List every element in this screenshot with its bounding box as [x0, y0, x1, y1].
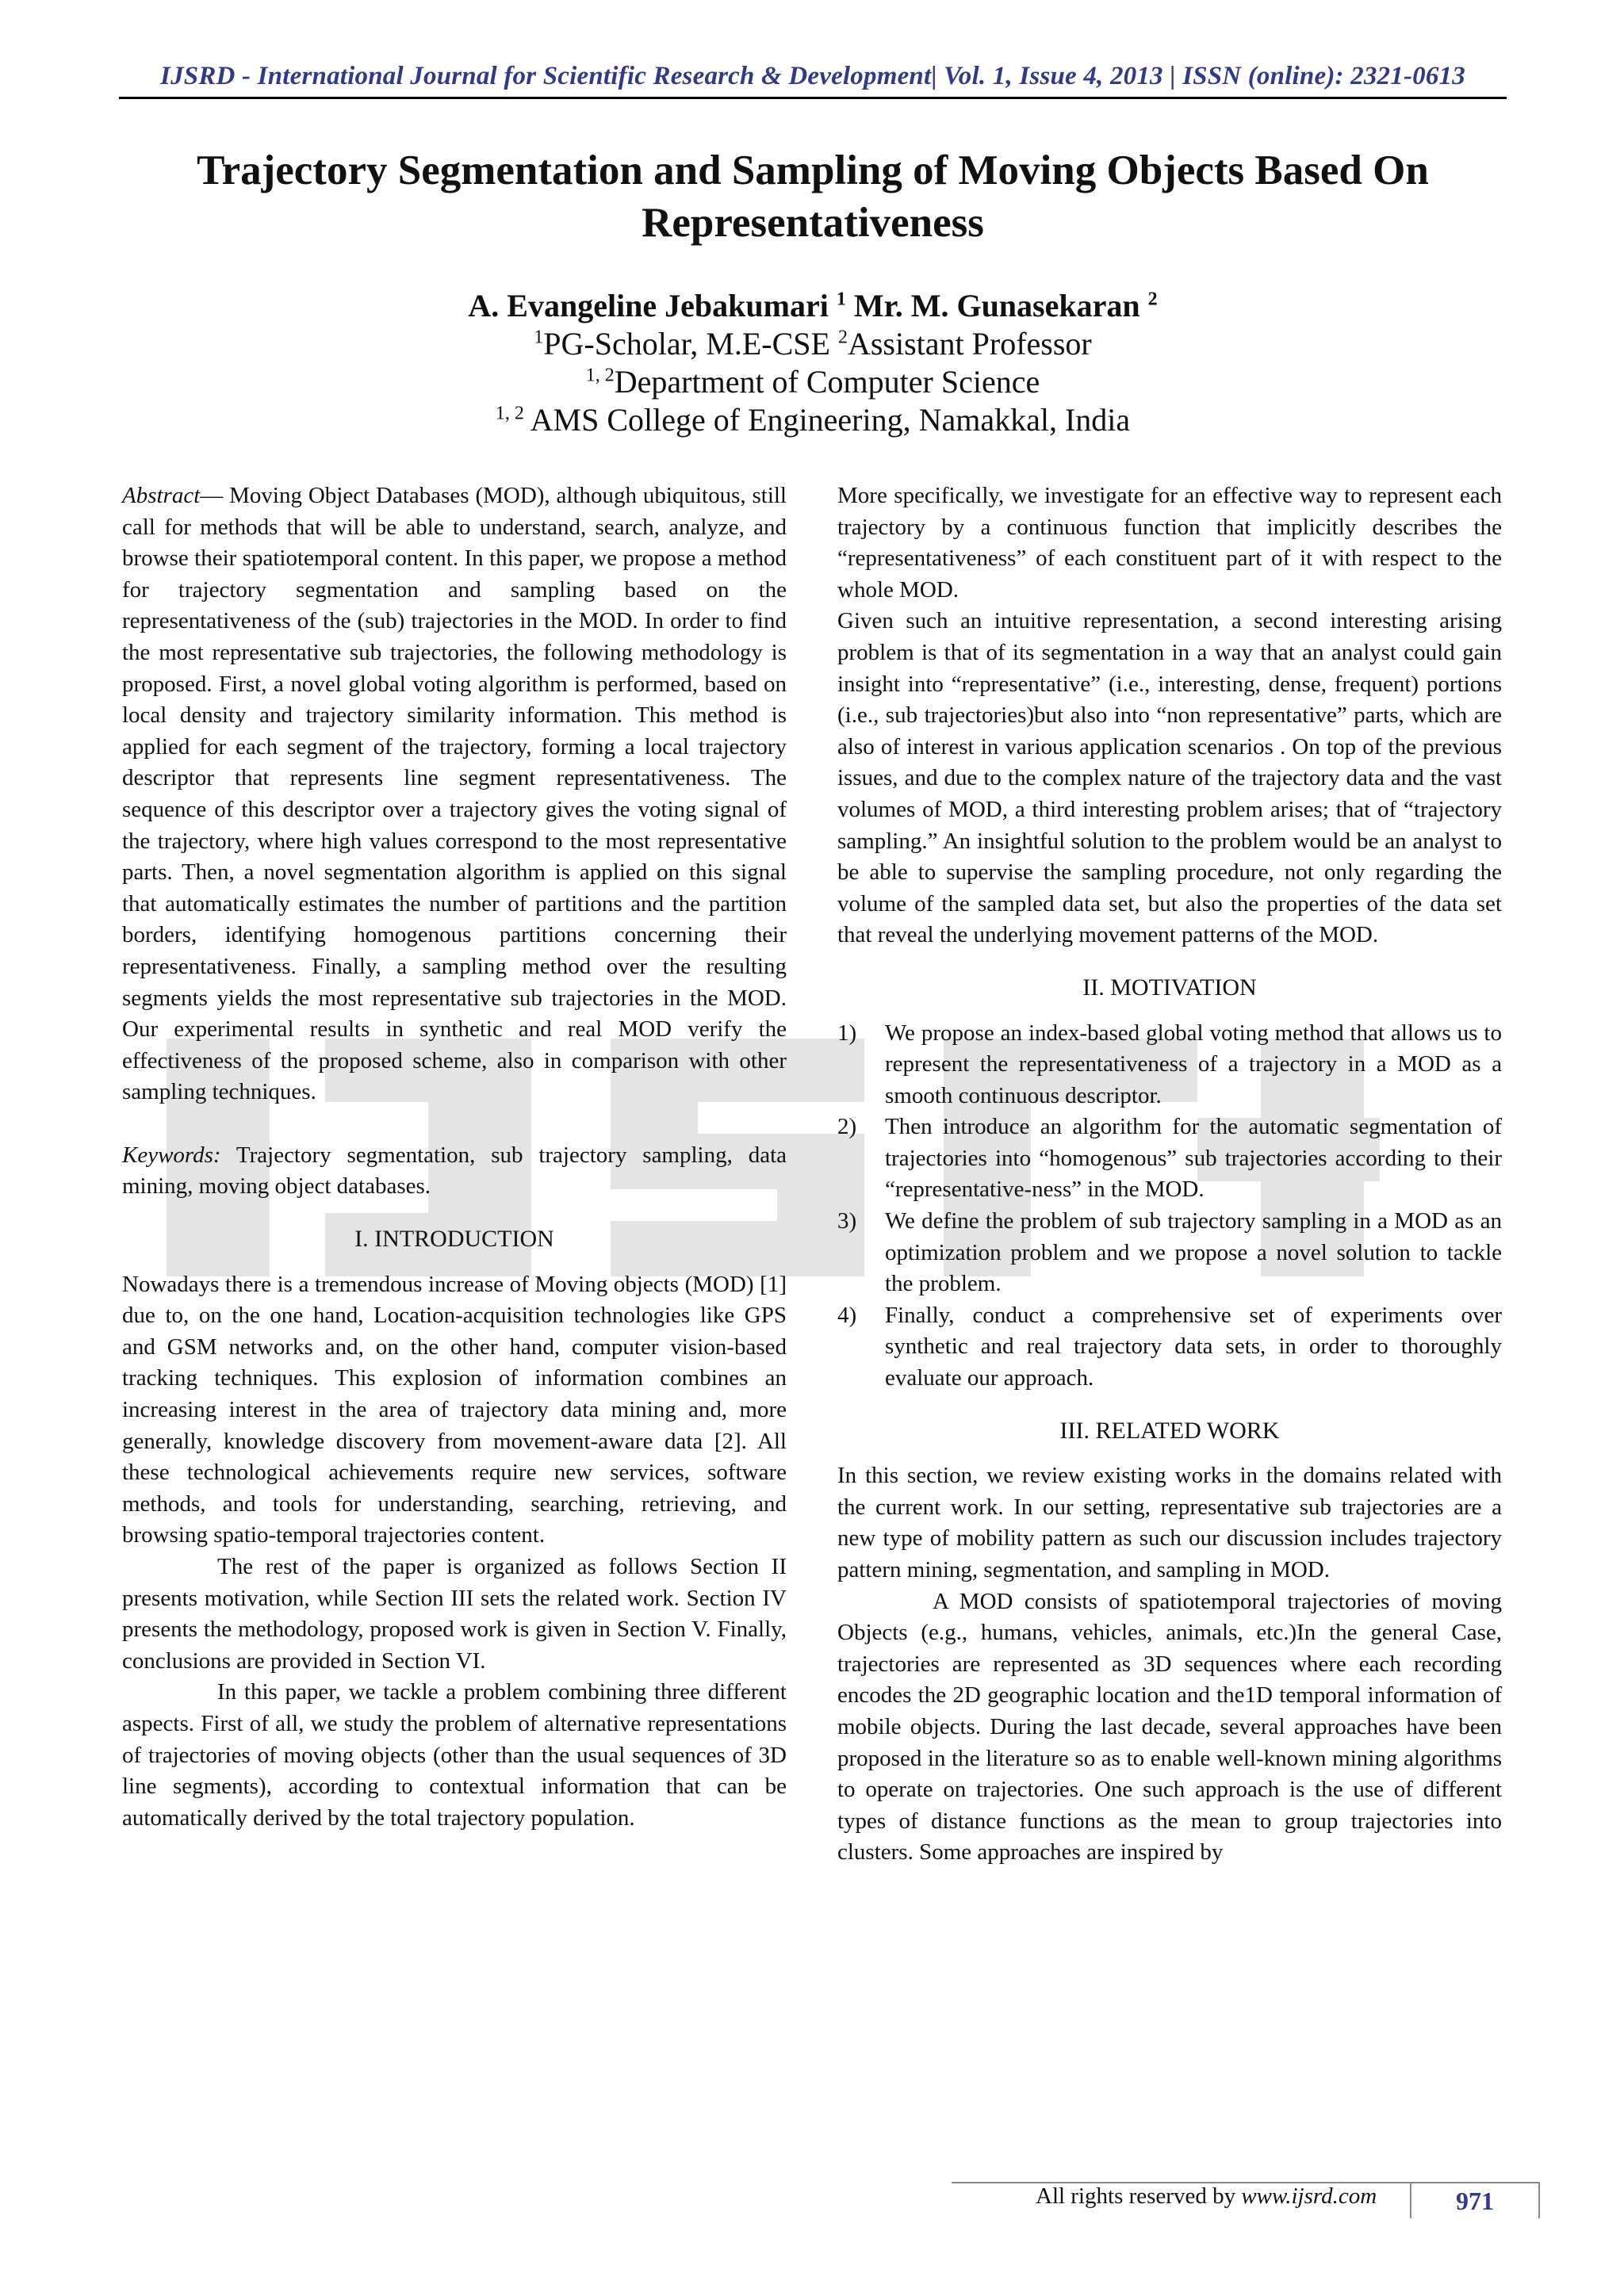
list-item-number: 1)	[837, 1020, 857, 1046]
author-department	[119, 363, 1507, 401]
list-item	[837, 1018, 1502, 1112]
rights-text: All rights reserved by	[1036, 2183, 1242, 2209]
college-sup: 1, 2	[495, 403, 524, 424]
author-2-sup: 2	[1147, 289, 1158, 310]
motivation-list	[837, 1018, 1502, 1395]
college: AMS College of Engineering, Namakkal, India	[530, 402, 1131, 438]
related-work-paragraph-1: In this section, we review existing works in the domains related with the current work. In our setting, representative sub trajectories are a new type of mobility pattern as such our discussion includes trajectory pattern mining, segmentation, and sampling in MOD.	[837, 1463, 1502, 1582]
author-roles	[119, 325, 1507, 363]
list-item	[837, 1206, 1502, 1300]
footer-url-link[interactable]: www.ijsrd.com	[1241, 2183, 1377, 2209]
list-item-text: We define the problem of sub trajectory sampling in a MOD as an optimization problem and we propose a novel solution to tackle the problem.	[885, 1208, 1502, 1297]
dept: Department of Computer Science	[614, 364, 1040, 400]
title-line-2: Representativeness	[642, 200, 984, 246]
author-2: Mr. M. Gunasekaran	[853, 288, 1140, 323]
intro-paragraph-4: More specifically, we investigate for an effective way to represent each trajectory by a continuous function that implicitly describes the “representativeness” of each constituent part of it with respect to the whole MOD.	[837, 483, 1502, 603]
keywords-label: Keywords:	[122, 1142, 221, 1168]
title-line-1: Trajectory Segmentation and Sampling of Moving Objects Based On	[197, 147, 1429, 193]
list-item	[837, 1300, 1502, 1395]
author-names	[119, 287, 1507, 325]
intro-paragraph-2: The rest of the paper is organized as follows Section II presents motivation, while Section III sets the related work. Section IV presents the methodology, proposed work is given in Section V. Finally, conclusions are provided in Section VI.	[122, 1554, 787, 1674]
abstract	[122, 480, 787, 1108]
list-item-text: Finally, conduct a comprehensive set of experiments over synthetic and real trajectory data sets, in order to thoroughly evaluate our approach.	[885, 1302, 1502, 1391]
list-item-text: We propose an index-based global voting method that allows us to represent the representativeness of a trajectory in a MOD as a smooth continuous descriptor.	[885, 1020, 1502, 1108]
list-item-number: 3)	[837, 1208, 857, 1234]
footer-rights	[1036, 2183, 1377, 2210]
list-item-text: Then introduce an algorithm for the automatic segmentation of trajectories into “homogenous” sub trajectories according to their “representative-ness” in the MOD.	[885, 1114, 1502, 1203]
intro-paragraph-3: In this paper, we tackle a problem combining three different aspects. First of all, we study the problem of alternative representations of trajectories of moving objects (other than the usual sequences of 3D line segments), according to contextual information that can be automatically derived by the total trajectory population.	[122, 1679, 787, 1831]
author-1: A. Evangeline Jebakumari	[468, 288, 829, 323]
list-item-number: 4)	[837, 1302, 857, 1328]
list-item-number: 2)	[837, 1114, 857, 1140]
role-1-sup: 1	[534, 327, 544, 348]
author-block	[119, 287, 1507, 439]
role-2: Assistant Professor	[847, 326, 1092, 362]
role-1: PG-Scholar, M.E-CSE	[543, 326, 830, 362]
keywords-text: Trajectory segmentation, sub trajectory sampling, data mining, moving object databases.	[122, 1142, 787, 1200]
paper-title	[119, 144, 1507, 249]
intro-heading: I. INTRODUCTION	[354, 1226, 554, 1253]
motivation-heading: II. MOTIVATION	[1082, 974, 1257, 1001]
related-work-paragraph-2: A MOD consists of spatiotemporal trajectories of moving Objects (e.g., humans, vehicles, animals, etc.)In the general Case, trajectories are represented as 3D sequences where each recording encodes the 2D geographic location and the1D temporal information of mobile objects. During the last decade, several approaches have been proposed in the literature so as to enable well-known mining algorithms to operate on trajectories. One such approach is the use of different types of distance functions as the mean to group trajectories into clusters. Some approaches are inspired by	[837, 1588, 1502, 1866]
spacer	[122, 1108, 787, 1140]
abstract-text: — Moving Object Databases (MOD), although ubiquitous, still call for methods that will be able to understand, search, analyze, and browse their spatiotemporal content. In this paper, we propose a method for trajectory segmentation and sampling based on the representativeness of the (sub) trajectories in the MOD. In order to find the most representative sub trajectories, the following methodology is proposed. First, a novel global voting algorithm is performed, based on local density and trajectory similarity information. This method is applied for each segment of the trajectory, forming a local trajectory descriptor that represents line segment representativeness. The sequence of this descriptor over a trajectory gives the voting signal of the trajectory, where high values correspond to the most representative parts. Then, a novel segmentation algorithm is applied on this signal that automatically estimates the number of partitions and the partition borders, identifying homogenous partitions concerning their representativeness. Finally, a sampling method over the resulting segments yields the most representative sub trajectories in the MOD. Our experimental results in synthetic and real MOD verify the effectiveness of the proposed scheme, also in comparison with other sampling techniques.	[122, 483, 787, 1105]
related-work-heading: III. RELATED WORK	[1059, 1417, 1280, 1444]
abstract-label: Abstract	[122, 483, 201, 508]
dept-sup: 1, 2	[585, 365, 615, 386]
author-college	[119, 401, 1507, 439]
right-column	[837, 480, 1502, 1869]
intro-paragraph-5: Given such an intuitive representation, a second interesting arising problem is that of its segmentation in a way that an analyst could gain insight into “representative” (i.e., interesting, dense, frequent) portions (i.e., sub trajectories)but also into “non representative” parts, which are also of interest in various application scenarios . On top of the previous issues, and due to the complex nature of the trajectory data and the vast volumes of MOD, a third interesting problem arises; that of “trajectory sampling.” An insightful solution to the problem would be an analyst to be able to supervise the sampling procedure, not only regarding the volume of the sampled data set, but also the properties of the data set that reveal the underlying movement patterns of the MOD.	[837, 608, 1502, 948]
intro-paragraph-1: Nowadays there is a tremendous increase of Moving objects (MOD) [1] due to, on the one hand, Location-acquisition technologies like GPS and GSM networks and, on the other hand, computer vision-based tracking techniques. This explosion of information combines an increasing interest in the area of trajectory data mining and, more generally, knowledge discovery from movement-aware data [2]. All these technological achievements require new services, software methods, and tools for understanding, searching, retrieving, and browsing spatio-temporal trajectories content.	[122, 1271, 787, 1548]
author-1-sup: 1	[836, 289, 846, 310]
keywords	[122, 1140, 787, 1203]
journal-header: IJSRD - International Journal for Scientific Research & Development| Vol. 1, Issue 4, 2013 | ISSN (online): 2321-0613	[160, 62, 1465, 90]
role-2-sup: 2	[837, 327, 848, 348]
header-rule	[119, 97, 1507, 99]
page-number: 971	[1410, 2182, 1540, 2218]
list-item	[837, 1112, 1502, 1206]
left-column	[122, 480, 787, 1834]
